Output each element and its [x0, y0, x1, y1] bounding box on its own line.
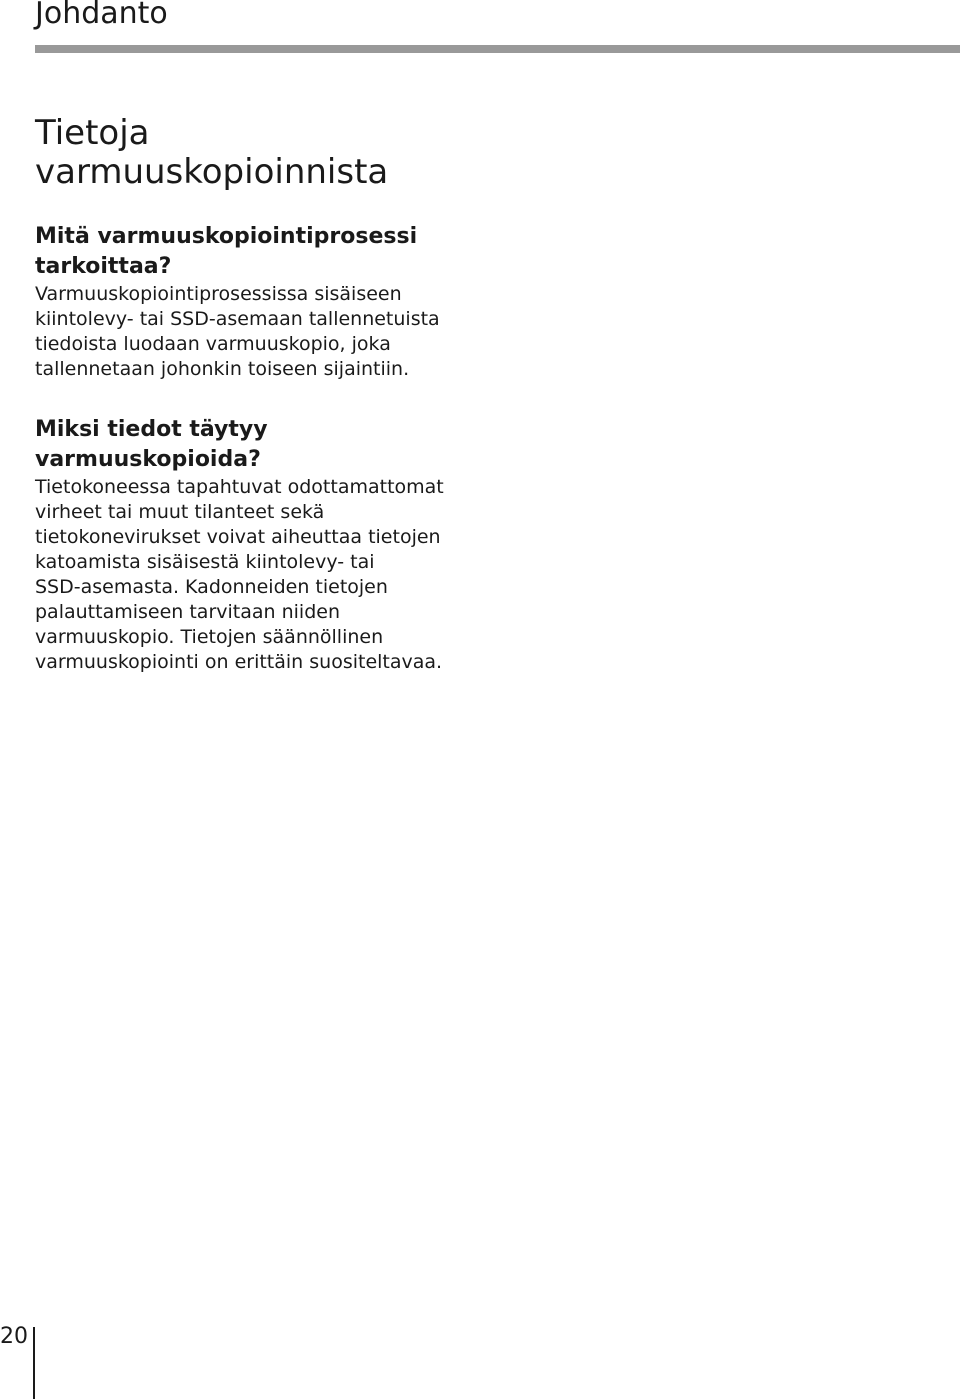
page-title-line: Tietoja: [35, 113, 150, 153]
paragraph-line: varmuuskopiointi on erittäin suositeltavaa.: [35, 651, 443, 673]
sub-heading-what: [35, 222, 475, 282]
heading-line: varmuuskopioida?: [35, 447, 261, 472]
paragraph-line: palauttamiseen tarvitaan niiden: [35, 601, 340, 623]
paragraph-what: [35, 282, 475, 382]
heading-line: Miksi tiedot täytyy: [35, 417, 268, 442]
paragraph-line: tietokonevirukset voivat aiheuttaa tietojen: [35, 526, 441, 548]
paragraph-line: SSD-asemasta. Kadonneiden tietojen: [35, 576, 388, 598]
paragraph-line: Varmuuskopiointiprosessissa sisäiseen: [35, 283, 402, 305]
paragraph-line: Tietokoneessa tapahtuvat odottamattomat: [35, 476, 444, 498]
page-number: 20: [0, 1324, 28, 1349]
page-number-rule: [33, 1327, 35, 1399]
sub-heading-why: [35, 415, 475, 475]
paragraph-line: tiedoista luodaan varmuuskopio, joka: [35, 333, 391, 355]
heading-line: Mitä varmuuskopiointiprosessi: [35, 224, 418, 249]
heading-line: tarkoittaa?: [35, 254, 172, 279]
paragraph-line: kiintolevy- tai SSD-asemaan tallennetuista: [35, 308, 440, 330]
paragraph-line: katoamista sisäisestä kiintolevy- tai: [35, 551, 375, 573]
paragraph-line: tallennetaan johonkin toiseen sijaintiin.: [35, 358, 410, 380]
section-header: Johdanto: [35, 0, 168, 31]
paragraph-why: [35, 475, 475, 675]
section-spacer: [35, 382, 475, 415]
paragraph-line: virheet tai muut tilanteet sekä: [35, 501, 325, 523]
page-title: [35, 114, 515, 192]
page-title-line: varmuuskopioinnista: [35, 152, 389, 192]
header-rule: [35, 45, 960, 53]
paragraph-line: varmuuskopio. Tietojen säännöllinen: [35, 626, 384, 648]
content-body: [35, 222, 475, 675]
